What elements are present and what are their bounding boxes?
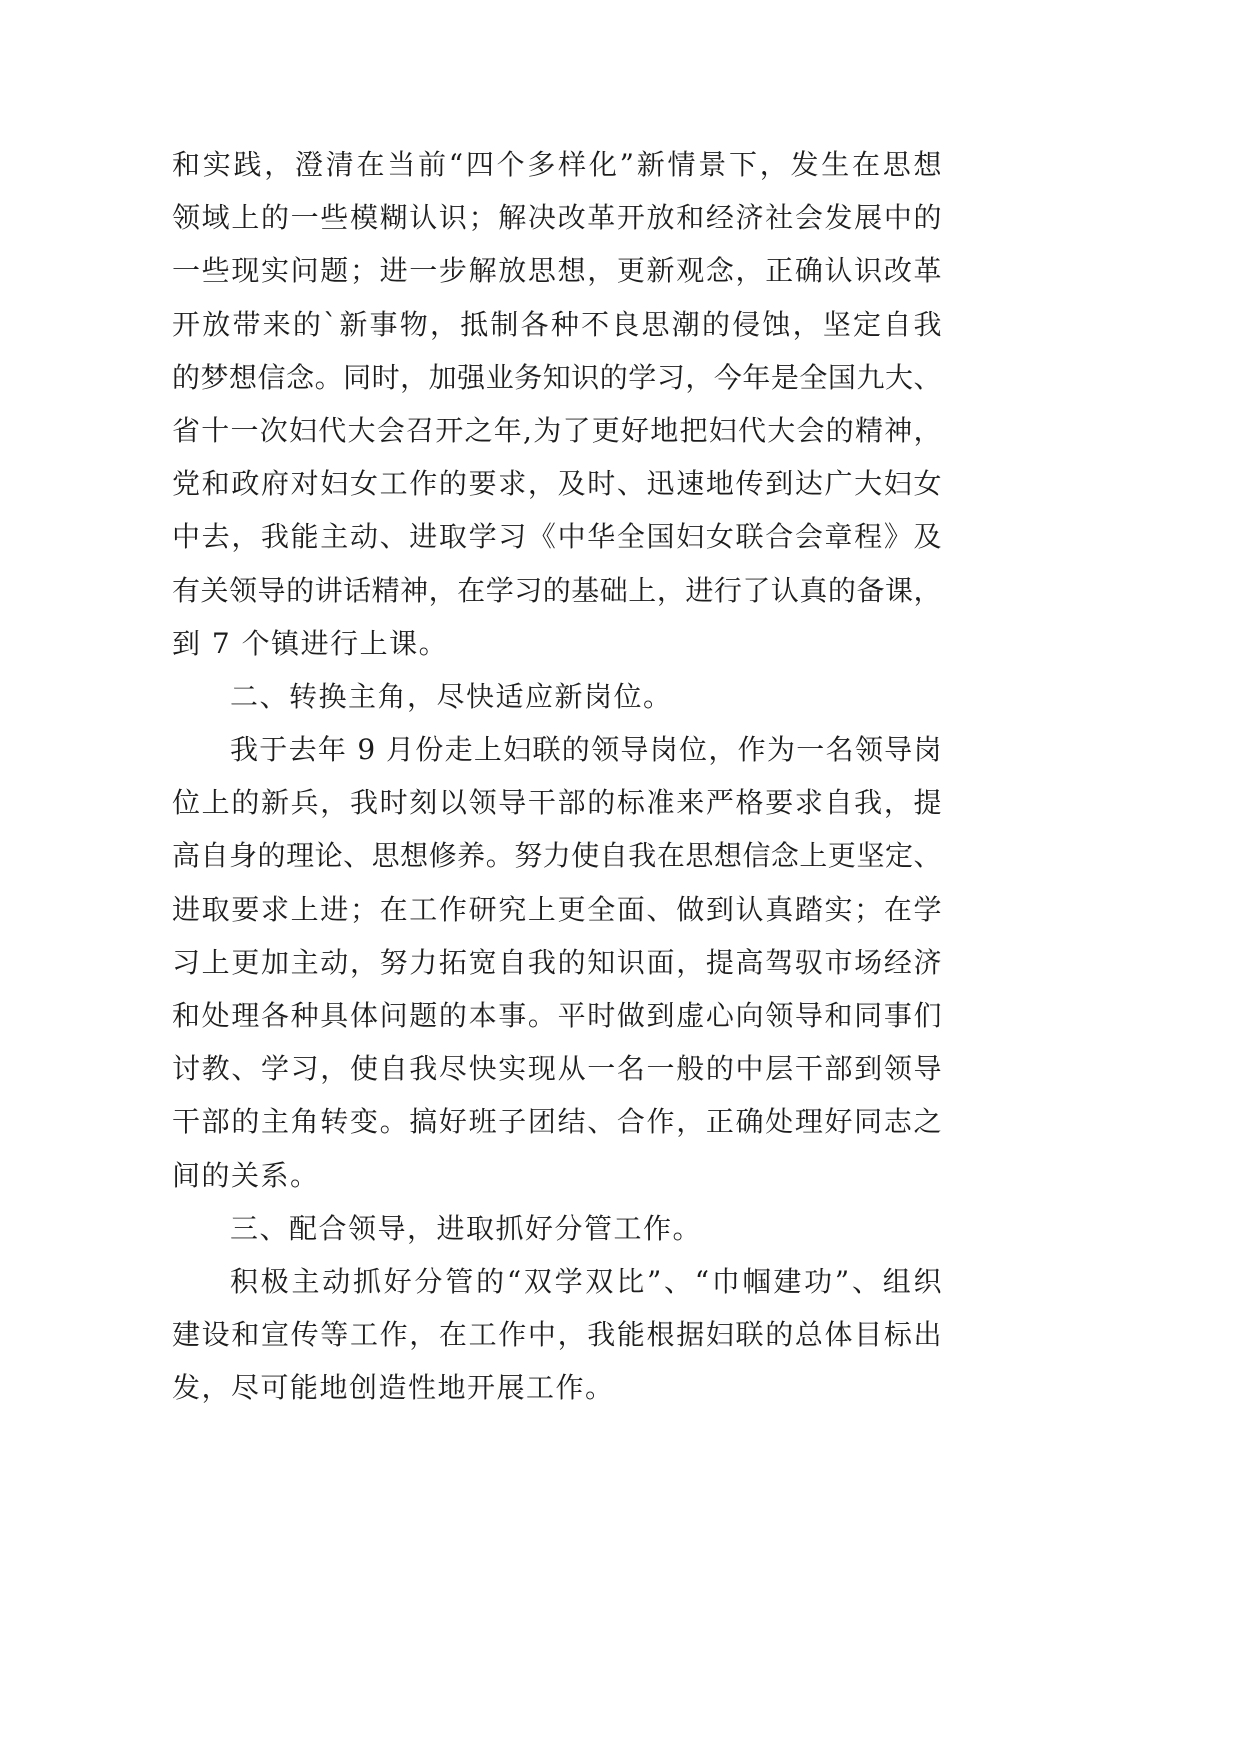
text-line: 位上的新兵，我时刻以领导干部的标准来严格要求自我，提: [172, 786, 942, 820]
text-line: 和处理各种具体问题的本事。平时做到虚心向领导和同事们: [172, 999, 942, 1032]
document-body: [172, 138, 942, 1415]
section-3-paragraph: [172, 1255, 942, 1415]
text-line: 到 7 个镇进行上课。: [172, 626, 449, 660]
text-line: 和实践，澄清在当前“四个多样化”新情景下，发生在思想: [172, 148, 942, 181]
text-line: 发，尽可能地创造性地开展工作。: [172, 1371, 615, 1405]
text-line: 领域上的一些模糊认识；解决改革开放和经济社会发展中的: [172, 201, 942, 235]
text-line: 高自身的理论、思想修养。努力使自我在思想信念上更坚定、: [172, 839, 942, 873]
text-line: 省十一次妇代大会召开之年,为了更好地把妇代大会的精神，: [172, 413, 942, 447]
text-line: 进取要求上进；在工作研究上更全面、做到认真踏实；在学: [172, 892, 942, 926]
text-line: 开放带来的`新事物，抵制各种不良思潮的侵蚀，坚定自我: [172, 307, 942, 341]
text-line: 我于去年 9 月份走上妇联的领导岗位，作为一名领导岗: [230, 733, 942, 767]
text-line: 中去，我能主动、进取学习《中华全国妇女联合会章程》及: [172, 520, 942, 554]
text-line: 讨教、学习，使自我尽快实现从一名一般的中层干部到领导: [172, 1052, 942, 1086]
text-line: 有关领导的讲话精神，在学习的基础上，进行了认真的备课，: [172, 573, 942, 607]
text-line: 积极主动抓好分管的“双学双比”、“巾帼建功”、组织: [230, 1264, 942, 1298]
section-heading: 三、配合领导，进取抓好分管工作。: [230, 1211, 703, 1245]
text-line: 建设和宣传等工作，在工作中，我能根据妇联的总体目标出: [172, 1318, 942, 1352]
section-2-paragraph: [172, 723, 942, 1202]
continued-paragraph: [172, 138, 942, 670]
text-line: 一些现实问题；进一步解放思想，更新观念，正确认识改革: [172, 254, 942, 288]
text-line: 党和政府对妇女工作的要求，及时、迅速地传到达广大妇女: [172, 467, 942, 501]
text-line: 干部的主角转变。搞好班子团结、合作，正确处理好同志之: [172, 1105, 942, 1139]
section-heading: 二、转换主角，尽快适应新岗位。: [230, 679, 673, 713]
text-line: 的梦想信念。同时，加强业务知识的学习，今年是全国九大、: [172, 360, 942, 394]
text-line: 习上更加主动，努力拓宽自我的知识面，提高驾驭市场经济: [172, 945, 942, 979]
text-line: 间的关系。: [172, 1158, 320, 1192]
